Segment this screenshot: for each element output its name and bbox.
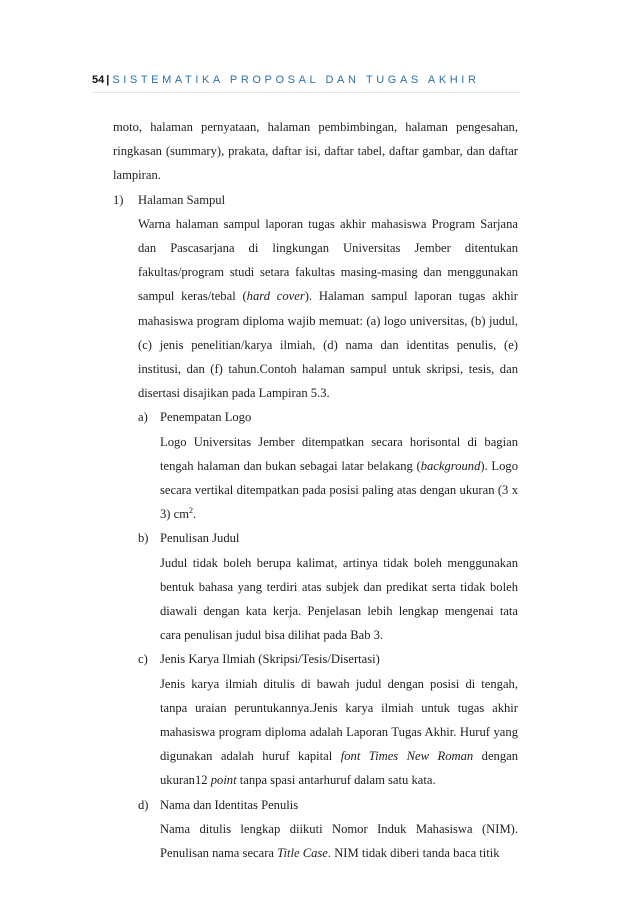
section-heading: Halaman Sampul bbox=[138, 192, 226, 207]
page-number: 54 bbox=[92, 74, 105, 86]
item-penulisan-judul bbox=[113, 526, 518, 647]
header-divider bbox=[92, 92, 520, 93]
item-marker: d) bbox=[138, 797, 149, 812]
header-title: SISTEMATIKA PROPOSAL DAN TUGAS AKHIR bbox=[112, 74, 480, 86]
item-text-part: ). Logo secara vertikal ditempatkan pada posisi paling atas dengan ukuran (3 x 3) cm bbox=[160, 458, 518, 522]
item-nama-identitas-penulis bbox=[113, 793, 518, 866]
item-text-part: dengan ukuran12 bbox=[160, 749, 519, 788]
item-italic-term: Title Case bbox=[277, 846, 328, 861]
section-halaman-sampul bbox=[113, 188, 518, 406]
item-text-part: . NIM tidak diberi tanda baca titik bbox=[327, 846, 500, 861]
item-heading: Nama dan Identitas Penulis bbox=[160, 797, 299, 812]
item-heading: Penempatan Logo bbox=[160, 410, 252, 425]
item-paragraph bbox=[160, 817, 518, 865]
item-heading: Penulisan Judul bbox=[160, 531, 240, 546]
item-paragraph: Judul tidak boleh berupa kalimat, artinya tidak boleh menggunakan bentuk bahasa yang terdiri atas subjek dan predikat serta tidak boleh diawali dengan kata kerja. Penjelasan lebih lengkap mengenai tata cara penulisan judul bisa dilihat pada Bab 3. bbox=[160, 555, 518, 643]
item-marker: a) bbox=[138, 410, 148, 425]
item-italic-term: background bbox=[420, 458, 481, 473]
item-paragraph bbox=[160, 430, 518, 527]
intro-paragraph: moto, halaman pernyataan, halaman pembimbingan, halaman pengesahan, ringkasan (summary), prakata, daftar isi, daftar tabel, daftar gambar, dan daftar lampiran. bbox=[113, 120, 518, 183]
item-italic-term: font Times New Roman bbox=[340, 749, 474, 764]
item-text-part: Nama ditulis lengkap diikuti Nomor Induk Mahasiswa (NIM). Penulisan nama secara bbox=[160, 821, 518, 861]
page-body bbox=[113, 115, 518, 865]
item-superscript: 2 bbox=[189, 506, 194, 516]
section-text-part: Warna halaman sampul laporan tugas akhir mahasiswa Program Sarjana dan Pascasarjana di lingkungan Universitas Jember ditentukan fakultas/program studi setara fakultas masing-masing dan menggunakan sampul keras/tebal ( bbox=[138, 216, 518, 304]
section-paragraph bbox=[138, 212, 518, 406]
section-italic-term: hard cover bbox=[246, 289, 305, 304]
running-header bbox=[92, 74, 520, 94]
item-text-part: tanpa spasi antarhuruf dalam satu kata. bbox=[236, 773, 436, 788]
item-marker: c) bbox=[138, 652, 148, 667]
item-marker: b) bbox=[138, 531, 149, 546]
item-paragraph bbox=[160, 672, 518, 793]
section-marker: 1) bbox=[113, 192, 124, 207]
item-jenis-karya-ilmiah bbox=[113, 647, 518, 792]
header-separator: | bbox=[106, 74, 110, 86]
item-heading: Jenis Karya Ilmiah (Skripsi/Tesis/Disertasi) bbox=[160, 652, 380, 667]
item-penempatan-logo bbox=[113, 405, 518, 526]
section-text-part: ). Halaman sampul laporan tugas akhir mahasiswa program diploma wajib memuat: (a) logo universitas, (b) judul, (c) jenis penelitian/karya ilmiah, (d) nama dan identitas penulis, (e) institusi, dan (f) tahun.Contoh halaman sampul untuk skripsi, tesis, dan disertasi disajikan pada Lampiran 5.3. bbox=[138, 289, 518, 401]
item-text-part: Logo Universitas Jember ditempatkan secara horisontal di bagian tengah halaman dan bukan sebagai latar belakang ( bbox=[160, 434, 518, 473]
item-italic-term: point bbox=[210, 773, 237, 788]
item-text-part: . bbox=[193, 507, 197, 522]
item-text-part: Jenis karya ilmiah ditulis di bawah judul dengan posisi di tengah, tanpa uraian peruntukannya.Jenis karya ilmiah untuk tugas akhir mahasiswa program diploma adalah Laporan Tugas Akhir. Huruf yang digunakan adalah huruf kapital bbox=[160, 676, 518, 764]
